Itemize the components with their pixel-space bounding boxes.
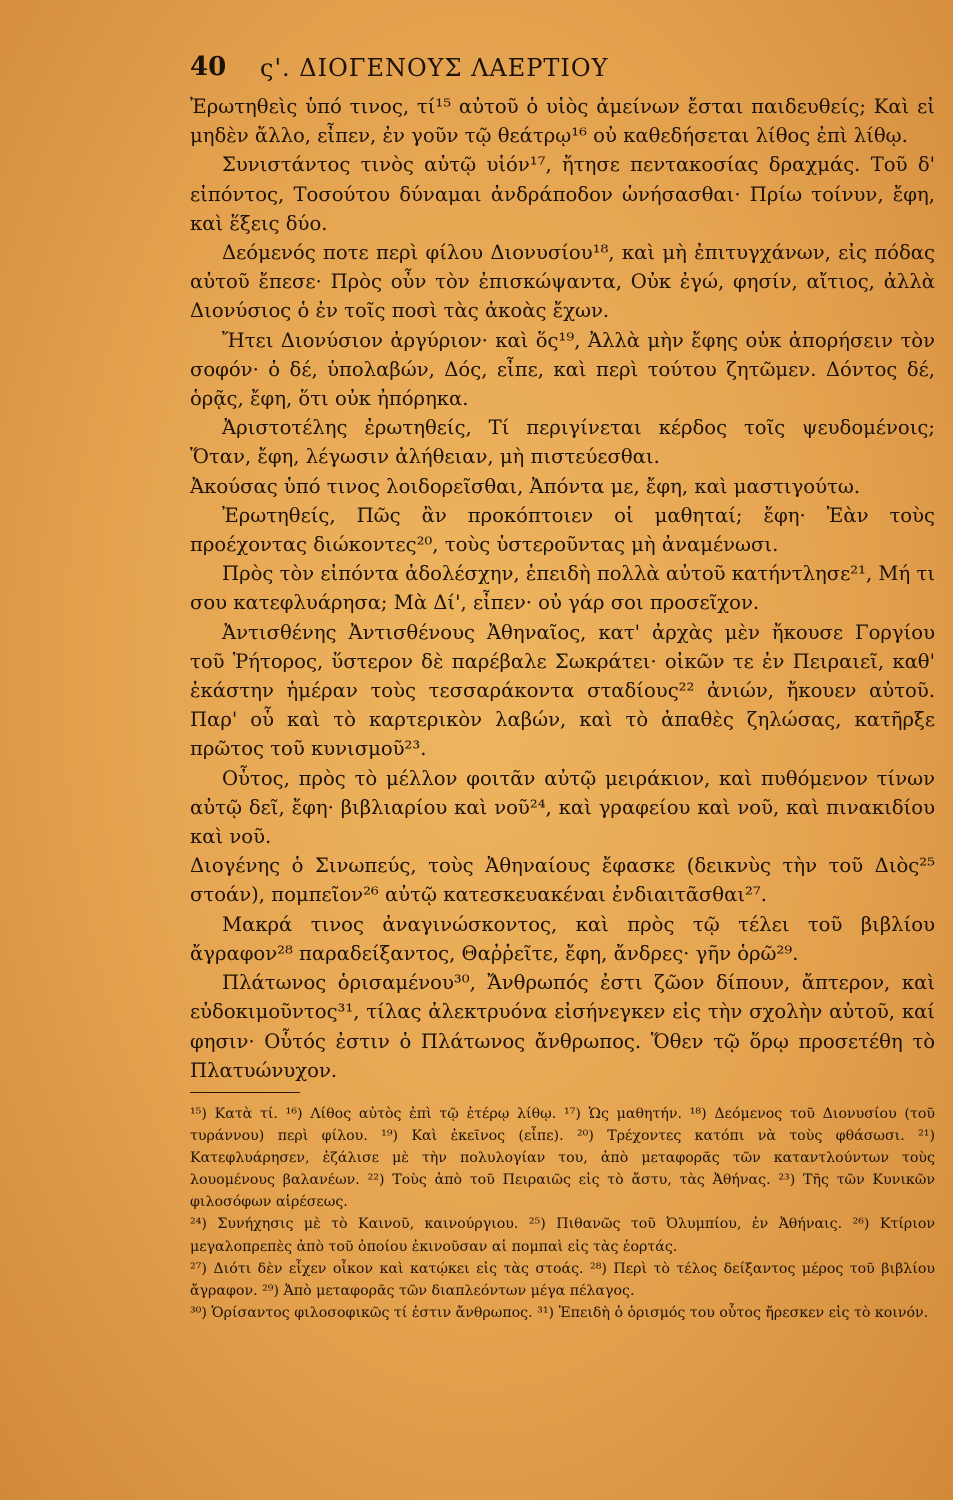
paragraph: Πρὸς τὸν εἰπόντα ἀδολέσχην, ἐπειδὴ πολλὰ αὐτοῦ κατήντλησε²¹, Μή τι σου κατεφλυάρησα; Μὰ Δί', εἶπεν· οὐ γάρ σοι προσεῖχον. — [190, 562, 935, 615]
footnote-block: ²⁷) Διότι δὲν εἶχεν οἶκον καὶ κατῴκει εἰς τὰς στοάς. ²⁸) Περὶ τὸ τέλος δείξαντος μέρος τοῦ βιβλίου ἄγραφον. ²⁹) Ἀπὸ μεταφορᾶς τῶν διαπλεόντων μέγα πέλαγος. — [190, 1260, 935, 1299]
page-header — [190, 52, 935, 86]
paragraph: Ἀκούσας ὑπό τινος λοιδορεῖσθαι, Ἀπόντα με, ἔφη, καὶ μαστιγούτω. — [190, 474, 861, 498]
paragraph: Οὗτος, πρὸς τὸ μέλλον φοιτᾶν αὐτῷ μειράκιον, καὶ πυθόμενον τίνων αὐτῷ δεῖ, ἔφη· βιβλιαρίου καὶ νοῦ²⁴, καὶ γραφείου καὶ νοῦ, καὶ πινακιδίου καὶ νοῦ. — [190, 766, 935, 849]
page-number: 40 — [190, 52, 227, 82]
paragraph: Ἐρωτηθεὶς ὑπό τινος, τί¹⁵ αὐτοῦ ὁ υἱὸς ἀμείνων ἔσται παιδευθείς; Καὶ εἰ μηδὲν ἄλλο, εἶπεν, ἐν γοῦν τῷ θεάτρῳ¹⁶ οὐ καθεδήσεται λίθος ἐπὶ λίθῳ. — [190, 95, 935, 148]
paragraph: Δεόμενός ποτε περὶ φίλου Διονυσίου¹⁸, καὶ μὴ ἐπιτυγχάνων, εἰς πόδας αὐτοῦ ἔπεσε· Πρὸς οὖν τὸν ἐπισκώψαντα, Οὐκ ἐγώ, φησίν, αἴτιος, ἀλλὰ Διονύσιος ὁ ἐν τοῖς ποσὶ τὰς ἀκοὰς ἔχων. — [190, 241, 935, 323]
paragraph: Ἀριστοτέλης ἐρωτηθείς, Τί περιγίνεται κέρδος τοῖς ψευδομένοις; Ὅταν, ἔφη, λέγωσιν ἀλήθειαν, μὴ πιστεύεσθαι. — [190, 416, 935, 469]
footnote-rule — [190, 1092, 300, 1093]
paragraph: Πλάτωνος ὁρισαμένου³⁰, Ἄνθρωπός ἐστι ζῶον δίπουν, ἄπτερον, καὶ εὐδοκιμοῦντος³¹, τίλας ἀλεκτρυόνα εἰσήνεγκεν εἰς τὴν σχολὴν αὐτοῦ, καί φησιν· Οὗτός ἐστιν ὁ Πλάτωνος ἄνθρωπος. Ὅθεν τῷ ὅρῳ προσετέθη τὸ Πλατυώνυχον. — [190, 971, 935, 1082]
footnotes — [190, 1103, 935, 1324]
running-title: ς'. ΔΙΟΓΕΝΟΥΣ ΛΑΕΡΤΙΟΥ — [260, 54, 609, 82]
footnote-block: ³⁰) Ὁρίσαντος φιλοσοφικῶς τί ἐστιν ἄνθρωπος. ³¹) Ἐπειδὴ ὁ ὁρισμός του οὗτος ἤρεσκεν εἰς τὸ κοινόν. — [190, 1304, 929, 1321]
paragraph: Ἤτει Διονύσιον ἀργύριον· καὶ ὅς¹⁹, Ἀλλὰ μὴν ἔφης οὐκ ἀπορήσειν τὸν σοφόν· ὁ δέ, ὑπολαβών, Δός, εἶπε, καὶ περὶ τούτου ζητῶμεν. Δόντος δέ, ὁρᾷς, ἔφη, ὅτι οὐκ ἠπόρηκα. — [190, 328, 935, 411]
paragraph: Μακρά τινος ἀναγινώσκοντος, καὶ πρὸς τῷ τέλει τοῦ βιβλίου ἄγραφον²⁸ παραδείξαντος, Θαῤῥεῖτε, ἔφη, ἄνδρες· γῆν ὁρῶ²⁹. — [190, 912, 935, 965]
paragraph: Ἀντισθένης Ἀντισθένους Ἀθηναῖος, κατ' ἀρχὰς μὲν ἤκουσε Γοργίου τοῦ Ῥήτορος, ὕστερον δὲ παρέβαλε Σωκράτει· οἰκῶν τε ἐν Πειραιεῖ, καθ' ἑκάστην ἡμέραν τοὺς τεσσαράκοντα σταδίους²² ἀνιών, ἤκουεν αὐτοῦ. Παρ' οὗ καὶ τὸ καρτερικὸν λαβών, καὶ τὸ ἀπαθὲς ζηλώσας, κατῆρξε πρῶτος τοῦ κυνισμοῦ²³. — [190, 620, 935, 761]
paragraph: Διογένης ὁ Σινωπεύς, τοὺς Ἀθηναίους ἔφασκε (δεικνὺς τὴν τοῦ Διὸς²⁵ στοάν), πομπεῖον²⁶ αὐτῷ κατεσκευακέναι ἐνδιαιτᾶσθαι²⁷. — [190, 854, 935, 907]
footnote-block: ²⁴) Συνήχησις μὲ τὸ Καινοῦ, καινούργιου. ²⁵) Πιθανῶς τοῦ Ὀλυμπίου, ἐν Ἀθήναις. ²⁶) Κτίριον μεγαλοπρεπὲς ἀπὸ τοῦ ὁποίου ἐκινοῦσαν αἱ πομπαὶ εἰς τὰς ἑορτάς. — [190, 1216, 935, 1255]
footnote-block: ¹⁵) Κατὰ τί. ¹⁶) Λίθος αὐτὸς ἐπὶ τῷ ἑτέρῳ λίθῳ. ¹⁷) Ὡς μαθητήν. ¹⁸) Δεόμενος τοῦ Διονυσίου (τοῦ τυράννου) περὶ φίλου. ¹⁹) Καὶ ἐκεῖνος (εἶπε). ²⁰) Τρέχοντες κατόπι νὰ τοὺς φθάσωσι. ²¹) Κατεφλυάρησεν, ἐζάλισε μὲ τὴν πολυλογίαν του, ἀπὸ μεταφορᾶς τῶν καταντλούντων τοὺς λουομένους βαλανέων. ²²) Τοὺς ἀπὸ τοῦ Πειραιῶς εἰς τὸ ἄστυ, τὰς Ἀθήνας. ²³) Τῆς τῶν Κυνικῶν φιλοσόφων αἱρέσεως. — [190, 1106, 935, 1211]
paragraph: Ἐρωτηθείς, Πῶς ἂν προκόπτοιεν οἱ μαθηταί; ἔφη· Ἐὰν τοὺς προέχοντας διώκοντες²⁰, τοὺς ὑστεροῦντας μὴ ἀναμένωσι. — [190, 503, 935, 557]
paragraph: Συνιστάντος τινὸς αὐτῷ υἱόν¹⁷, ἤτησε πεντακοσίας δραχμάς. Τοῦ δ' εἰπόντος, Τοσούτου δύναμαι ἀνδράποδον ὠνήσασθαι· Πρίω τοίνυν, ἔφη, καὶ ἕξεις δύο. — [190, 153, 935, 235]
main-text — [190, 92, 935, 1085]
